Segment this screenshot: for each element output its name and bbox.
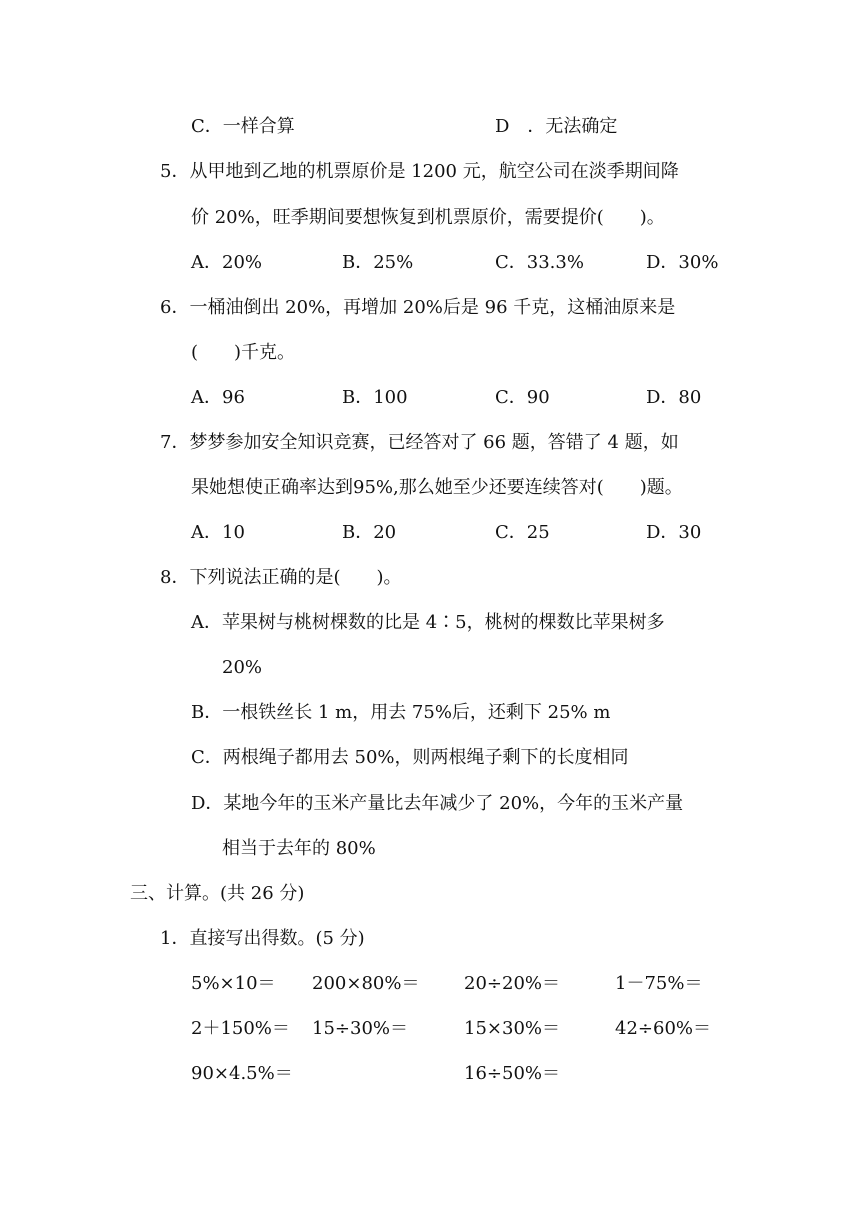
q6-option-a: A．96	[191, 387, 245, 408]
calc-item: 15×30%＝	[464, 1018, 560, 1039]
calc-item: 200×80%＝	[312, 973, 420, 994]
section3-q1-title: 1．直接写出得数。(5 分)	[160, 928, 365, 949]
calc-item: 5%×10＝	[191, 973, 276, 994]
section3-title: 三、计算。(共 26 分)	[130, 883, 305, 904]
q6-option-b: B．100	[342, 387, 408, 408]
q8-option-c: C．两根绳子都用去 50%，则两根绳子剩下的长度相同	[191, 747, 629, 768]
calc-item: 16÷50%＝	[464, 1063, 560, 1084]
q5-option-b: B．25%	[342, 252, 414, 273]
q4-option-c: C．一样合算	[191, 116, 295, 137]
q8-option-a-line2: 20%	[222, 657, 263, 678]
q5-stem-line1: 5．从甲地到乙地的机票原价是 1200 元，航空公司在淡季期间降	[160, 161, 679, 182]
q6-option-c: C．90	[495, 387, 550, 408]
calc-item: 15÷30%＝	[312, 1018, 408, 1039]
q8-option-a-line1: A．苹果树与桃树棵数的比是 4∶5，桃树的棵数比苹果树多	[191, 612, 665, 633]
q7-stem-line1: 7．梦梦参加安全知识竞赛，已经答对了 66 题，答错了 4 题，如	[160, 432, 679, 453]
q8-option-b: B．一根铁丝长 1 m，用去 75%后，还剩下 25% m	[191, 702, 611, 723]
q6-stem-line2: ( )千克。	[191, 342, 296, 363]
q7-option-b: B．20	[342, 522, 397, 543]
q6-option-d: D．80	[646, 387, 702, 408]
calc-item: 20÷20%＝	[464, 973, 560, 994]
q7-option-d: D．30	[646, 522, 702, 543]
q5-option-c: C．33.3%	[495, 252, 584, 273]
q5-option-d: D．30%	[646, 252, 719, 273]
calc-item: 42÷60%＝	[615, 1018, 711, 1039]
q4-option-d: D ．无法确定	[495, 116, 618, 137]
q7-option-c: C．25	[495, 522, 550, 543]
calc-item: 1－75%＝	[615, 973, 703, 994]
calc-item: 2＋150%＝	[191, 1018, 290, 1039]
q6-stem-line1: 6．一桶油倒出 20%，再增加 20%后是 96 千克，这桶油原来是	[160, 297, 676, 318]
calc-item: 90×4.5%＝	[191, 1063, 293, 1084]
q7-option-a: A．10	[191, 522, 245, 543]
q5-option-a: A．20%	[191, 252, 263, 273]
q8-stem: 8．下列说法正确的是( )。	[160, 567, 402, 588]
q8-option-d-line2: 相当于去年的 80%	[222, 838, 376, 859]
q5-stem-line2: 价 20%，旺季期间要想恢复到机票原价，需要提价( )。	[191, 207, 665, 228]
q7-stem-line2: 果她想使正确率达到95%,那么她至少还要连续答对( )题。	[191, 477, 683, 498]
q8-option-d-line1: D．某地今年的玉米产量比去年减少了 20%，今年的玉米产量	[191, 793, 684, 814]
